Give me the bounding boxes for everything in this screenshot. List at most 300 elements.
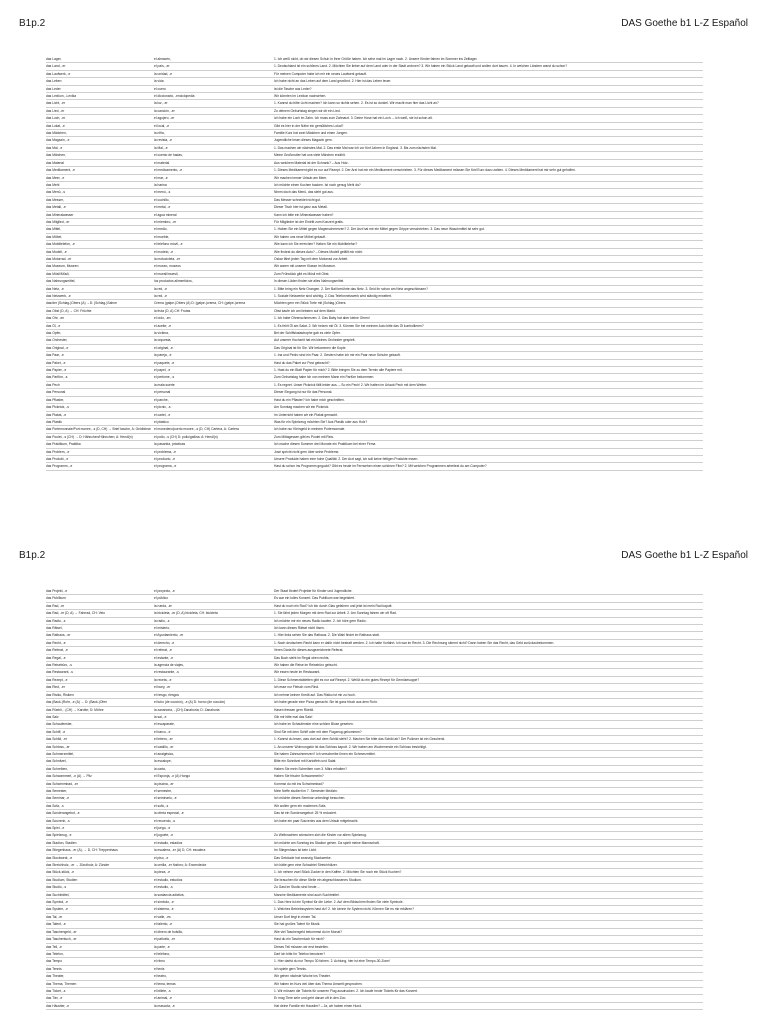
german-term-cell: das Reisebüro, -s <box>46 662 154 669</box>
table-row <box>46 706 703 713</box>
german-term-cell: das Original, -e <box>46 344 154 351</box>
german-term-cell: das Müsli/Müsli, <box>46 270 154 277</box>
table-row <box>46 847 703 854</box>
spanish-term-cell: el parche, <box>154 396 274 403</box>
spanish-term-cell: el escaparate, <box>154 721 274 728</box>
example-sentence-cell: Familie Kurz hat zwei Mädchen und einen Jungen. <box>274 130 703 137</box>
example-sentence-cell: Obst kaufe ich am liebsten auf dem Markt. <box>274 307 703 314</box>
example-sentence-cell: 1. Sie fährt jeden Morgen mit dem Rad zur Arbeit. 2. Am Sonntag fahren wir oft Rad. <box>274 610 703 617</box>
table-row <box>46 167 703 174</box>
spanish-term-cell: el diccionario, -enciclopedia <box>154 93 274 100</box>
table-row <box>46 921 703 928</box>
table-row <box>46 107 703 114</box>
spanish-term-cell: el público <box>154 595 274 602</box>
spanish-term-cell: el Esponja, -n (A) Hongo <box>154 773 274 780</box>
spanish-term-cell: la revista, -e <box>154 137 274 144</box>
german-term-cell: das Praktikum, Praktika <box>46 441 154 448</box>
spanish-term-cell: la pasantía, prácticas <box>154 441 274 448</box>
german-term-cell: das Schwammerl, -n (A) → Pilz <box>46 773 154 780</box>
table-row <box>46 662 703 669</box>
table-row <box>46 56 703 63</box>
table-row <box>46 196 703 203</box>
german-term-cell: das Referat, -e <box>46 647 154 654</box>
spanish-term-cell: el menú, -s <box>154 189 274 196</box>
table-row <box>46 936 703 943</box>
example-sentence-cell: Wir machen immer Urlaub am Meer. <box>274 174 703 181</box>
spanish-term-cell: la fruta (D, A) CH: Frutas <box>154 307 274 314</box>
table-row <box>46 352 703 359</box>
example-sentence-cell: 1. An unserer Wohnungstür ist das Schloss kaputt. 2. Wir haben am Wochenende ein Schloss besichtigt. <box>274 743 703 750</box>
example-sentence-cell: Kann ich bitte ein Mineralwasser haben? <box>274 211 703 218</box>
spanish-term-cell: el medio, <box>154 226 274 233</box>
german-term-cell: das Stiegenhaus, -er (A), → D, CH: Treppenhaus <box>46 847 154 854</box>
example-sentence-cell: Kommst du mit ins Schwimmbad? <box>274 780 703 787</box>
table-row <box>46 632 703 639</box>
german-term-cell: das Mittel, <box>46 226 154 233</box>
table-row <box>46 884 703 891</box>
example-sentence-cell: Meine Großmutter hat uns viele Märchen erzählt. <box>274 152 703 159</box>
spanish-term-cell: la Mal, -e <box>154 144 274 151</box>
example-sentence-cell: Aus welchem Material ist der Schrank? – Aus Holz. <box>274 159 703 166</box>
spanish-term-cell: el papel, -e <box>154 367 274 374</box>
spanish-term-cell: la receta, -e <box>154 676 274 683</box>
german-term-cell: das Rad, -er (D, A) → Fahrrad, CH: Velo <box>46 610 154 617</box>
example-sentence-cell: Hasen fressen gern Rüebli. <box>274 706 703 713</box>
spanish-term-cell: la zanahoria, - (CH) Zanahoria; D: Zanahoria <box>154 706 274 713</box>
spanish-term-cell: la rueda, -er <box>154 602 274 609</box>
spanish-term-cell: la canción, -er <box>154 107 274 114</box>
example-sentence-cell: Ich möchte am Sonntag ins Stadion gehen. Da spielt meine Mannschaft. <box>274 839 703 846</box>
vocabulary-table <box>46 588 703 1010</box>
german-term-cell: das Parfüm, -s <box>46 374 154 381</box>
german-term-cell: das Programm, -e <box>46 463 154 470</box>
german-term-cell: das Möbel, <box>46 233 154 240</box>
table-row <box>46 958 703 965</box>
spanish-term-cell: el material <box>154 159 274 166</box>
table-row <box>46 691 703 698</box>
table-row <box>46 130 703 137</box>
spanish-term-cell: el tubo (de cocción), -e (A) D: horno (de cocción) <box>154 699 274 706</box>
table-row <box>46 381 703 388</box>
table-row <box>46 1002 703 1009</box>
spanish-term-cell: el riesgo, riesgos <box>154 691 274 698</box>
spanish-term-cell: la parte, -e <box>154 943 274 950</box>
german-term-cell: das Picknick, -s <box>46 404 154 411</box>
spanish-term-cell: el original, -e <box>154 344 274 351</box>
example-sentence-cell: 1. Diese Schmerztabletten gibt es nur auf Rezept. 2. Weißt du ein gutes Rezept für Gemüsesuppe? <box>274 676 703 683</box>
example-sentence-cell: 1. Ich nehme zwei Stück Zucker in den Kaffee. 2. Möchten Sie noch ein Stück Kuchen? <box>274 869 703 876</box>
german-term-cell: das Stück-stück, -e <box>46 869 154 876</box>
example-sentence-cell: Sind Sie mit dem Schiff oder mit dem Flugzeug gekommen? <box>274 728 703 735</box>
spanish-term-cell: el ritmo <box>154 958 274 965</box>
german-term-cell: das/der (Schlag-)Obers (A) →D: (Schlag-)Sahne <box>46 300 154 307</box>
table-row <box>46 595 703 602</box>
german-term-cell: das Märchen, <box>46 152 154 159</box>
example-sentence-cell: Ich möchte dieses Seminar unbedingt besuchen. <box>274 795 703 802</box>
example-sentence-cell: 1. Kannst du bitte Licht machen? Ich kann so nichts sehen. 2. Es ist so dunkel. Wir macht man hier das Licht an? <box>274 100 703 107</box>
table-row <box>46 854 703 861</box>
table-row <box>46 248 703 255</box>
spanish-term-cell: el letrero, -er <box>154 736 274 743</box>
spanish-term-cell: el estadio, estadios <box>154 839 274 846</box>
example-sentence-cell: Nimm doch das Menü, das sieht gut aus. <box>274 189 703 196</box>
spanish-term-cell: el medicamento, -e <box>154 167 274 174</box>
spanish-term-cell: el almacén, <box>154 56 274 63</box>
spanish-term-cell: la pareja, -e <box>154 352 274 359</box>
spanish-term-cell: la escalera, -er (A) D, CH: escalera <box>154 847 274 854</box>
table-row <box>46 374 703 381</box>
example-sentence-cell: Im Stiegenhaus ist kein Licht. <box>274 847 703 854</box>
example-sentence-cell: Ich möchte mir ein neues Radio kaufen. 2. Ich höre gern Radio. <box>274 617 703 624</box>
table-row <box>46 322 703 329</box>
example-sentence-cell: Veren Daria für dieses ausgezeichnete Referat. <box>274 647 703 654</box>
table-row <box>46 928 703 935</box>
german-term-cell: das Plakat, -e <box>46 411 154 418</box>
german-term-cell: das Leder <box>46 85 154 92</box>
spanish-term-cell: la motocicleta, -er <box>154 255 274 262</box>
german-term-cell: das Suchtmittel, <box>46 891 154 898</box>
example-sentence-cell <box>274 825 703 832</box>
example-sentence-cell: Wie viel Taschengeld bekommst du im Monat? <box>274 928 703 935</box>
spanish-term-cell: el paquete, -e <box>154 359 274 366</box>
german-term-cell: das Tennis <box>46 965 154 972</box>
table-row <box>46 463 703 470</box>
german-term-cell: das Regal, -e <box>46 654 154 661</box>
page-break <box>0 502 768 522</box>
example-sentence-cell: Sie haben Zahnschmerzen? Ich verschreibe Ihnen ein Schmerzmittel. <box>274 750 703 757</box>
spanish-term-cell: el local, -e <box>154 122 274 129</box>
spanish-term-cell: el semestre, <box>154 787 274 794</box>
german-term-cell: das Medikament, -e <box>46 167 154 174</box>
german-term-cell: das Schmerzmittel, <box>46 750 154 757</box>
table-row <box>46 270 703 277</box>
table-row <box>46 943 703 950</box>
table-row <box>46 676 703 683</box>
example-sentence-cell: Hast du ein Taschentuch für mich? <box>274 936 703 943</box>
table-row <box>46 743 703 750</box>
german-term-cell: das Talent, -e <box>46 921 154 928</box>
table-row <box>46 684 703 691</box>
example-sentence-cell: Möchten gern ein Stück Torte mit (Schlag-)Obers. <box>274 300 703 307</box>
table-row <box>46 278 703 285</box>
example-sentence-cell: Wir wollen gern ein modernes Sofa. <box>274 802 703 809</box>
example-sentence-cell: Dieser Tisch hier ist ganz aus Metall. <box>274 204 703 211</box>
table-row <box>46 773 703 780</box>
german-term-cell: das Studio, -s <box>46 884 154 891</box>
table-row <box>46 810 703 817</box>
example-sentence-cell: Ich habe ein Loch im Zahn. Ich muss zum Zahnarzt. 3. Deine Hose hat ein Loch. – Ich weiß, sie ist schon alt. <box>274 115 703 122</box>
example-sentence-cell: Das ist ein Sonderangebot: 25 % reduziert. <box>274 810 703 817</box>
example-sentence-cell: 1. Kannst du lesen, was dort auf dem Schild steht? 2. Machen Sie bitte das Schild ab? Der Pullover ist ein Geschenk. <box>274 736 703 743</box>
table-row <box>46 721 703 728</box>
table-row <box>46 404 703 411</box>
table-row <box>46 654 703 661</box>
spanish-term-cell: el mar, -e <box>154 174 274 181</box>
example-sentence-cell: Hast du das Paket zur Post gebracht? <box>274 359 703 366</box>
example-sentence-cell: Das Buch steht im Regal oben rechts. <box>274 654 703 661</box>
example-sentence-cell: Sie hat großes Talent für Musik. <box>274 921 703 928</box>
example-sentence-cell: Zum Frühstück gibt es Müsli mit Obst. <box>274 270 703 277</box>
german-term-cell: das (Back-)Rohr, -e (A) → D: (Back-)Ofen <box>46 699 154 706</box>
table-row <box>46 315 703 322</box>
german-term-cell: das Theater, <box>46 973 154 980</box>
spanish-term-cell: el Ayuntamiento, -er <box>154 632 274 639</box>
example-sentence-cell: 1. Hier darfst du nur Tempo 30 fahren. 2. Achtung, hier ist eine Tempo-30-Zone! <box>274 958 703 965</box>
german-term-cell: das Salz <box>46 713 154 720</box>
table-row <box>46 285 703 292</box>
example-sentence-cell: Wir waren mit unserer Klasse im Museum. <box>274 263 703 270</box>
example-sentence-cell: Hat deine Familie ein Haustier? – Ja, wir haben einen Hund. <box>274 1002 703 1009</box>
example-sentence-cell: 1. Haben Sie ein Mittel gegen Magenschmerzen? 2. Der Arzt hat mir ein Mittel gegen Grippe verschrieben. 3. Das neue Waschmittel ist sehr gut. <box>274 226 703 233</box>
german-term-cell: das Laufwerk, -e <box>46 70 154 77</box>
example-sentence-cell: Für meinen Computer habe ich mir ein neues Laufwerk gekauft. <box>274 70 703 77</box>
example-sentence-cell: Ich habe nicht an das Leben auf dem Land gewöhnt. 2. Hier ist das Leben teuer. <box>274 78 703 85</box>
table-row <box>46 337 703 344</box>
table-row <box>46 211 703 218</box>
german-term-cell: das Land, -er <box>46 63 154 70</box>
spanish-term-cell: Crema (galpe-)Obers (A) D: (galpe-)crema, CH: (galpe-)crema <box>154 300 274 307</box>
spanish-term-cell: el problema, -e <box>154 448 274 455</box>
spanish-term-cell: la niña, <box>154 130 274 137</box>
table-row <box>46 891 703 898</box>
example-sentence-cell: 1. Bitte bring ein Netz Orangen. 2. Der Ball berührte das Netz. 3. Seid ihr schon am Netz angeschlossen? <box>274 285 703 292</box>
example-sentence-cell: Ich kann dieses Rätsel nicht lösen. <box>274 625 703 632</box>
spanish-term-cell: el producto, -e <box>154 455 274 462</box>
page-header <box>0 16 768 32</box>
example-sentence-cell: Gibt es hier in der Nähe ein gemütliches Lokal? <box>274 122 703 129</box>
example-sentence-cell: Ich esse nur Fleisch vom Rind. <box>274 684 703 691</box>
example-sentence-cell: 1. Ina und Pedro sind ein Paar. 2. Gestern habe ich mir ein Paar neue Schuhe gekauft. <box>274 352 703 359</box>
spanish-term-cell: la carta, <box>154 765 274 772</box>
example-sentence-cell: Hast du noch ein Rad? Ich bin durch Glas gefahren und jetzt ist mein Rad kaputt. <box>274 602 703 609</box>
spanish-term-cell: la luz, -er <box>154 100 274 107</box>
table-row <box>46 137 703 144</box>
german-term-cell: das Rezept, -e <box>46 676 154 683</box>
spanish-term-cell: el símbolo, -e <box>154 899 274 906</box>
german-term-cell: das Poulet, -s (CH) → D: Hähnchen/Hühnchen; A: Hendl(n) <box>46 433 154 440</box>
spanish-term-cell: la piscina, -er <box>154 780 274 787</box>
table-row <box>46 787 703 794</box>
german-term-cell: das Risiko, Risiken <box>46 691 154 698</box>
table-row <box>46 876 703 883</box>
table-row <box>46 300 703 307</box>
table-row <box>46 367 703 374</box>
spanish-term-cell: el sofá, -s <box>154 802 274 809</box>
german-term-cell: das Rathaus, -er <box>46 632 154 639</box>
spanish-term-cell: el barco, -e <box>154 728 274 735</box>
example-sentence-cell: Das Original ist für Sie. Wir bekommen die Kopie. <box>274 344 703 351</box>
german-term-cell: das Schaufenster, <box>46 721 154 728</box>
spanish-term-cell: la sal, -e <box>154 713 274 720</box>
table-row <box>46 152 703 159</box>
spanish-term-cell: el teléfono móvil, -e <box>154 241 274 248</box>
spanish-term-cell: el estante, -e <box>154 654 274 661</box>
table-row <box>46 441 703 448</box>
german-term-cell: das Lokal, -e <box>46 122 154 129</box>
table-row <box>46 699 703 706</box>
german-term-cell: das Meer, -e <box>46 174 154 181</box>
example-sentence-cell: In diesen Läden finden sie alles Nahrungsmittel. <box>274 278 703 285</box>
german-term-cell: das Rind, -er <box>46 684 154 691</box>
spanish-term-cell: el oído, -en <box>154 315 274 322</box>
table-row <box>46 226 703 233</box>
example-sentence-cell: Darf ich bitte Ihr Telefon benutzen? <box>274 950 703 957</box>
table-row <box>46 899 703 906</box>
example-sentence-cell: Am Sonntag machen wir ein Picknick. <box>274 404 703 411</box>
example-sentence-cell: 1. Das Herz ist ein Symbol für die Liebe. 2. Auf dem Bildschirm finden Sie viele Symbole. <box>274 899 703 906</box>
example-sentence-cell: Das Gebäude hat zwanzig Stockwerke. <box>274 854 703 861</box>
example-sentence-cell: 1. Es regnet. Unser Picknick fällt leider aus. – So ein Pech! 2. Wir hatten im Urlaub Pech mit dem Wetter. <box>274 381 703 388</box>
table-row <box>46 639 703 646</box>
spanish-term-cell: la radio, -s <box>154 617 274 624</box>
example-sentence-cell: Wie kann ich Sie erreichen? Haben Sie ein Mobiltelefon? <box>274 241 703 248</box>
example-sentence-cell: Ich möchte einen Kuchen backen. Ist noch genug Mehl da? <box>274 181 703 188</box>
example-sentence-cell: Wir haben im Kurs viel über das Thema Umwelt gesprochen. <box>274 980 703 987</box>
german-term-cell: das Schild, -er <box>46 736 154 743</box>
table-row <box>46 144 703 151</box>
table-row <box>46 669 703 676</box>
german-term-cell: das System, -e <box>46 906 154 913</box>
german-term-cell: das Modell, -e <box>46 248 154 255</box>
spanish-term-cell: la pieza, -e <box>154 869 274 876</box>
example-sentence-cell: 1. Ich weiß nicht, ob wir diesen Schuh in Ihrer Größe haben. Ich sehe mal im Lager nach. 2. Unsere Kinder fahren im Sommer ins Zeltlager. <box>274 56 703 63</box>
spanish-term-cell: el museo, museos <box>154 263 274 270</box>
german-term-cell: das Problem, -e <box>46 448 154 455</box>
spanish-term-cell: la cerilla, -er fósforo; A: Encendedor <box>154 862 274 869</box>
example-sentence-cell: Bitte ein Schnitzel mit Kartoffeln und Salat. <box>274 758 703 765</box>
table-row <box>46 344 703 351</box>
german-term-cell: das Netz, -e <box>46 285 154 292</box>
spanish-term-cell: el valle, -es <box>154 913 274 920</box>
table-row <box>46 411 703 418</box>
german-term-cell: das Projekt, -e <box>46 588 154 595</box>
table-row <box>46 433 703 440</box>
table-row <box>46 263 703 270</box>
example-sentence-cell: Wie findest du dieses Auto? – Dieses Modell gefällt mir nicht. <box>274 248 703 255</box>
example-sentence-cell: Im Unterricht haben wir ein Plakat gemacht. <box>274 411 703 418</box>
table-row <box>46 713 703 720</box>
table-row <box>46 174 703 181</box>
german-term-cell: das Sofa, -s <box>46 802 154 809</box>
spanish-term-cell: el programa, -e <box>154 463 274 470</box>
example-sentence-cell: Auf unserer Hochzeit hat ein kleines Orchester gespielt. <box>274 337 703 344</box>
example-sentence-cell: Hast du ein Pflaster? Ich habe mich geschnitten. <box>274 396 703 403</box>
german-term-cell: das Papier, -e <box>46 367 154 374</box>
german-term-cell: das Lager, <box>46 56 154 63</box>
spanish-term-cell: la escalope, <box>154 758 274 765</box>
document-page-1 <box>0 0 768 492</box>
spanish-term-cell: la mascota, -e <box>154 1002 274 1009</box>
table-row <box>46 817 703 824</box>
example-sentence-cell: 1. Soziale Netzwerke sind wichtig. 2. Das Telefonnetzwerk wird ständig erweitert. <box>274 293 703 300</box>
table-row <box>46 647 703 654</box>
spanish-term-cell: el agua mineral <box>154 211 274 218</box>
example-sentence-cell: Der Staat fördert Projekte für Kinder und Jugendliche. <box>274 588 703 595</box>
table-row <box>46 85 703 92</box>
german-term-cell: das Messer, <box>46 196 154 203</box>
spanish-term-cell: la harina <box>154 181 274 188</box>
spanish-term-cell: los productos alimenticios, <box>154 278 274 285</box>
table-row <box>46 750 703 757</box>
german-term-cell: das Pflaster, <box>46 396 154 403</box>
german-term-cell: das Museum, Museen <box>46 263 154 270</box>
german-term-cell: das Häustier, -e <box>46 1002 154 1009</box>
example-sentence-cell: 1. Das machen wir nächstes Mal. 2. Das erste Mal war ich vor fünf Jahren in England. 3. Bis zum nächsten Mal. <box>274 144 703 151</box>
german-term-cell: das Schiff, -e <box>46 728 154 735</box>
spanish-term-cell: la red, -e <box>154 293 274 300</box>
table-row <box>46 396 703 403</box>
header-right-title: DAS Goethe b1 L-Z Español <box>621 550 748 561</box>
german-term-cell: das Menü, -s <box>46 189 154 196</box>
example-sentence-cell: Zu deinem Geburtstag singen wir dir ein Lied. <box>274 107 703 114</box>
german-term-cell: das Telefon, <box>46 950 154 957</box>
german-term-cell: das Licht, -er <box>46 100 154 107</box>
table-row <box>46 218 703 225</box>
german-term-cell: das Semester, <box>46 787 154 794</box>
spanish-term-cell: el cartel, -e <box>154 411 274 418</box>
german-term-cell: das Opfer, <box>46 330 154 337</box>
table-row <box>46 418 703 425</box>
example-sentence-cell: Wir essen heute im Restaurant. <box>274 669 703 676</box>
example-sentence-cell: Bei der Schiffskatastrophe gab es viele Opfer. <box>274 330 703 337</box>
table-row <box>46 426 703 433</box>
spanish-term-cell: el cuento de hadas, <box>154 152 274 159</box>
table-row <box>46 389 703 396</box>
example-sentence-cell: 1. Hast du ein Blatt Papier für mich? 2. Bitte bringen Sie zu dem Termin alle Papiere mit. <box>274 367 703 374</box>
example-sentence-cell: Ich mache diesen Sommer drei Monate ein Praktikum bei einer Firma <box>274 441 703 448</box>
example-sentence-cell: Wir haben die Reise im Reisebüro gebucht. <box>274 662 703 669</box>
german-term-cell: das Studium, Studien <box>46 876 154 883</box>
table-row <box>46 610 703 617</box>
spanish-term-cell: el aceite, -e <box>154 322 274 329</box>
table-row <box>46 780 703 787</box>
spanish-term-cell: el tema, temas <box>154 980 274 987</box>
table-row <box>46 736 703 743</box>
table-row <box>46 307 703 314</box>
example-sentence-cell: Ist die Tasche aus Leder? <box>274 85 703 92</box>
spanish-term-cell: el proyecto, -e <box>154 588 274 595</box>
german-term-cell: das Rätsel, <box>46 625 154 632</box>
german-term-cell: das Symbol, -e <box>46 899 154 906</box>
table-row <box>46 293 703 300</box>
german-term-cell: das Lexikon, -Lexika <box>46 93 154 100</box>
german-term-cell: das Tier, -e <box>46 995 154 1002</box>
example-sentence-cell: Das Messer schneidet nicht gut. <box>274 196 703 203</box>
spanish-term-cell: el buey, -er <box>154 684 274 691</box>
vocabulary-table <box>46 56 703 471</box>
example-sentence-cell: 1. Ich habe Ohrenschmerzen. 2. Das Baby hat aber kleine Ohren! <box>274 315 703 322</box>
table-row <box>46 906 703 913</box>
table-row <box>46 602 703 609</box>
example-sentence-cell: Unser Dorf liegt in einem Tal. <box>274 913 703 920</box>
german-term-cell: das Restaurant, -s <box>46 669 154 676</box>
header-right-title: DAS Goethe b1 L-Z Español <box>621 18 748 29</box>
german-term-cell: das Spiel, -e <box>46 825 154 832</box>
example-sentence-cell: 1. Deutschland ist ein schönes Land. 2. Möchten Sie lieber auf dem Land oder in der Stadt wohnen? 3. Wir haben ein Stück Land gekauft und wollen dort bauen. 4. In welchen Ländern warst du schon? <box>274 63 703 70</box>
header-left-label: B1p.2 <box>19 550 46 561</box>
spanish-term-cell: el teatro, <box>154 973 274 980</box>
german-term-cell: das Radio, -s <box>46 617 154 624</box>
german-term-cell: das Stadion, Stadien <box>46 839 154 846</box>
spanish-term-cell: el cuero <box>154 85 274 92</box>
german-term-cell: das Plastik <box>46 418 154 425</box>
german-term-cell: das Rad, -er <box>46 602 154 609</box>
table-row <box>46 115 703 122</box>
spanish-term-cell: el picnic, -s <box>154 404 274 411</box>
table-row <box>46 825 703 832</box>
german-term-cell: das Lied, -er <box>46 107 154 114</box>
german-term-cell: das Magazin, -e <box>46 137 154 144</box>
